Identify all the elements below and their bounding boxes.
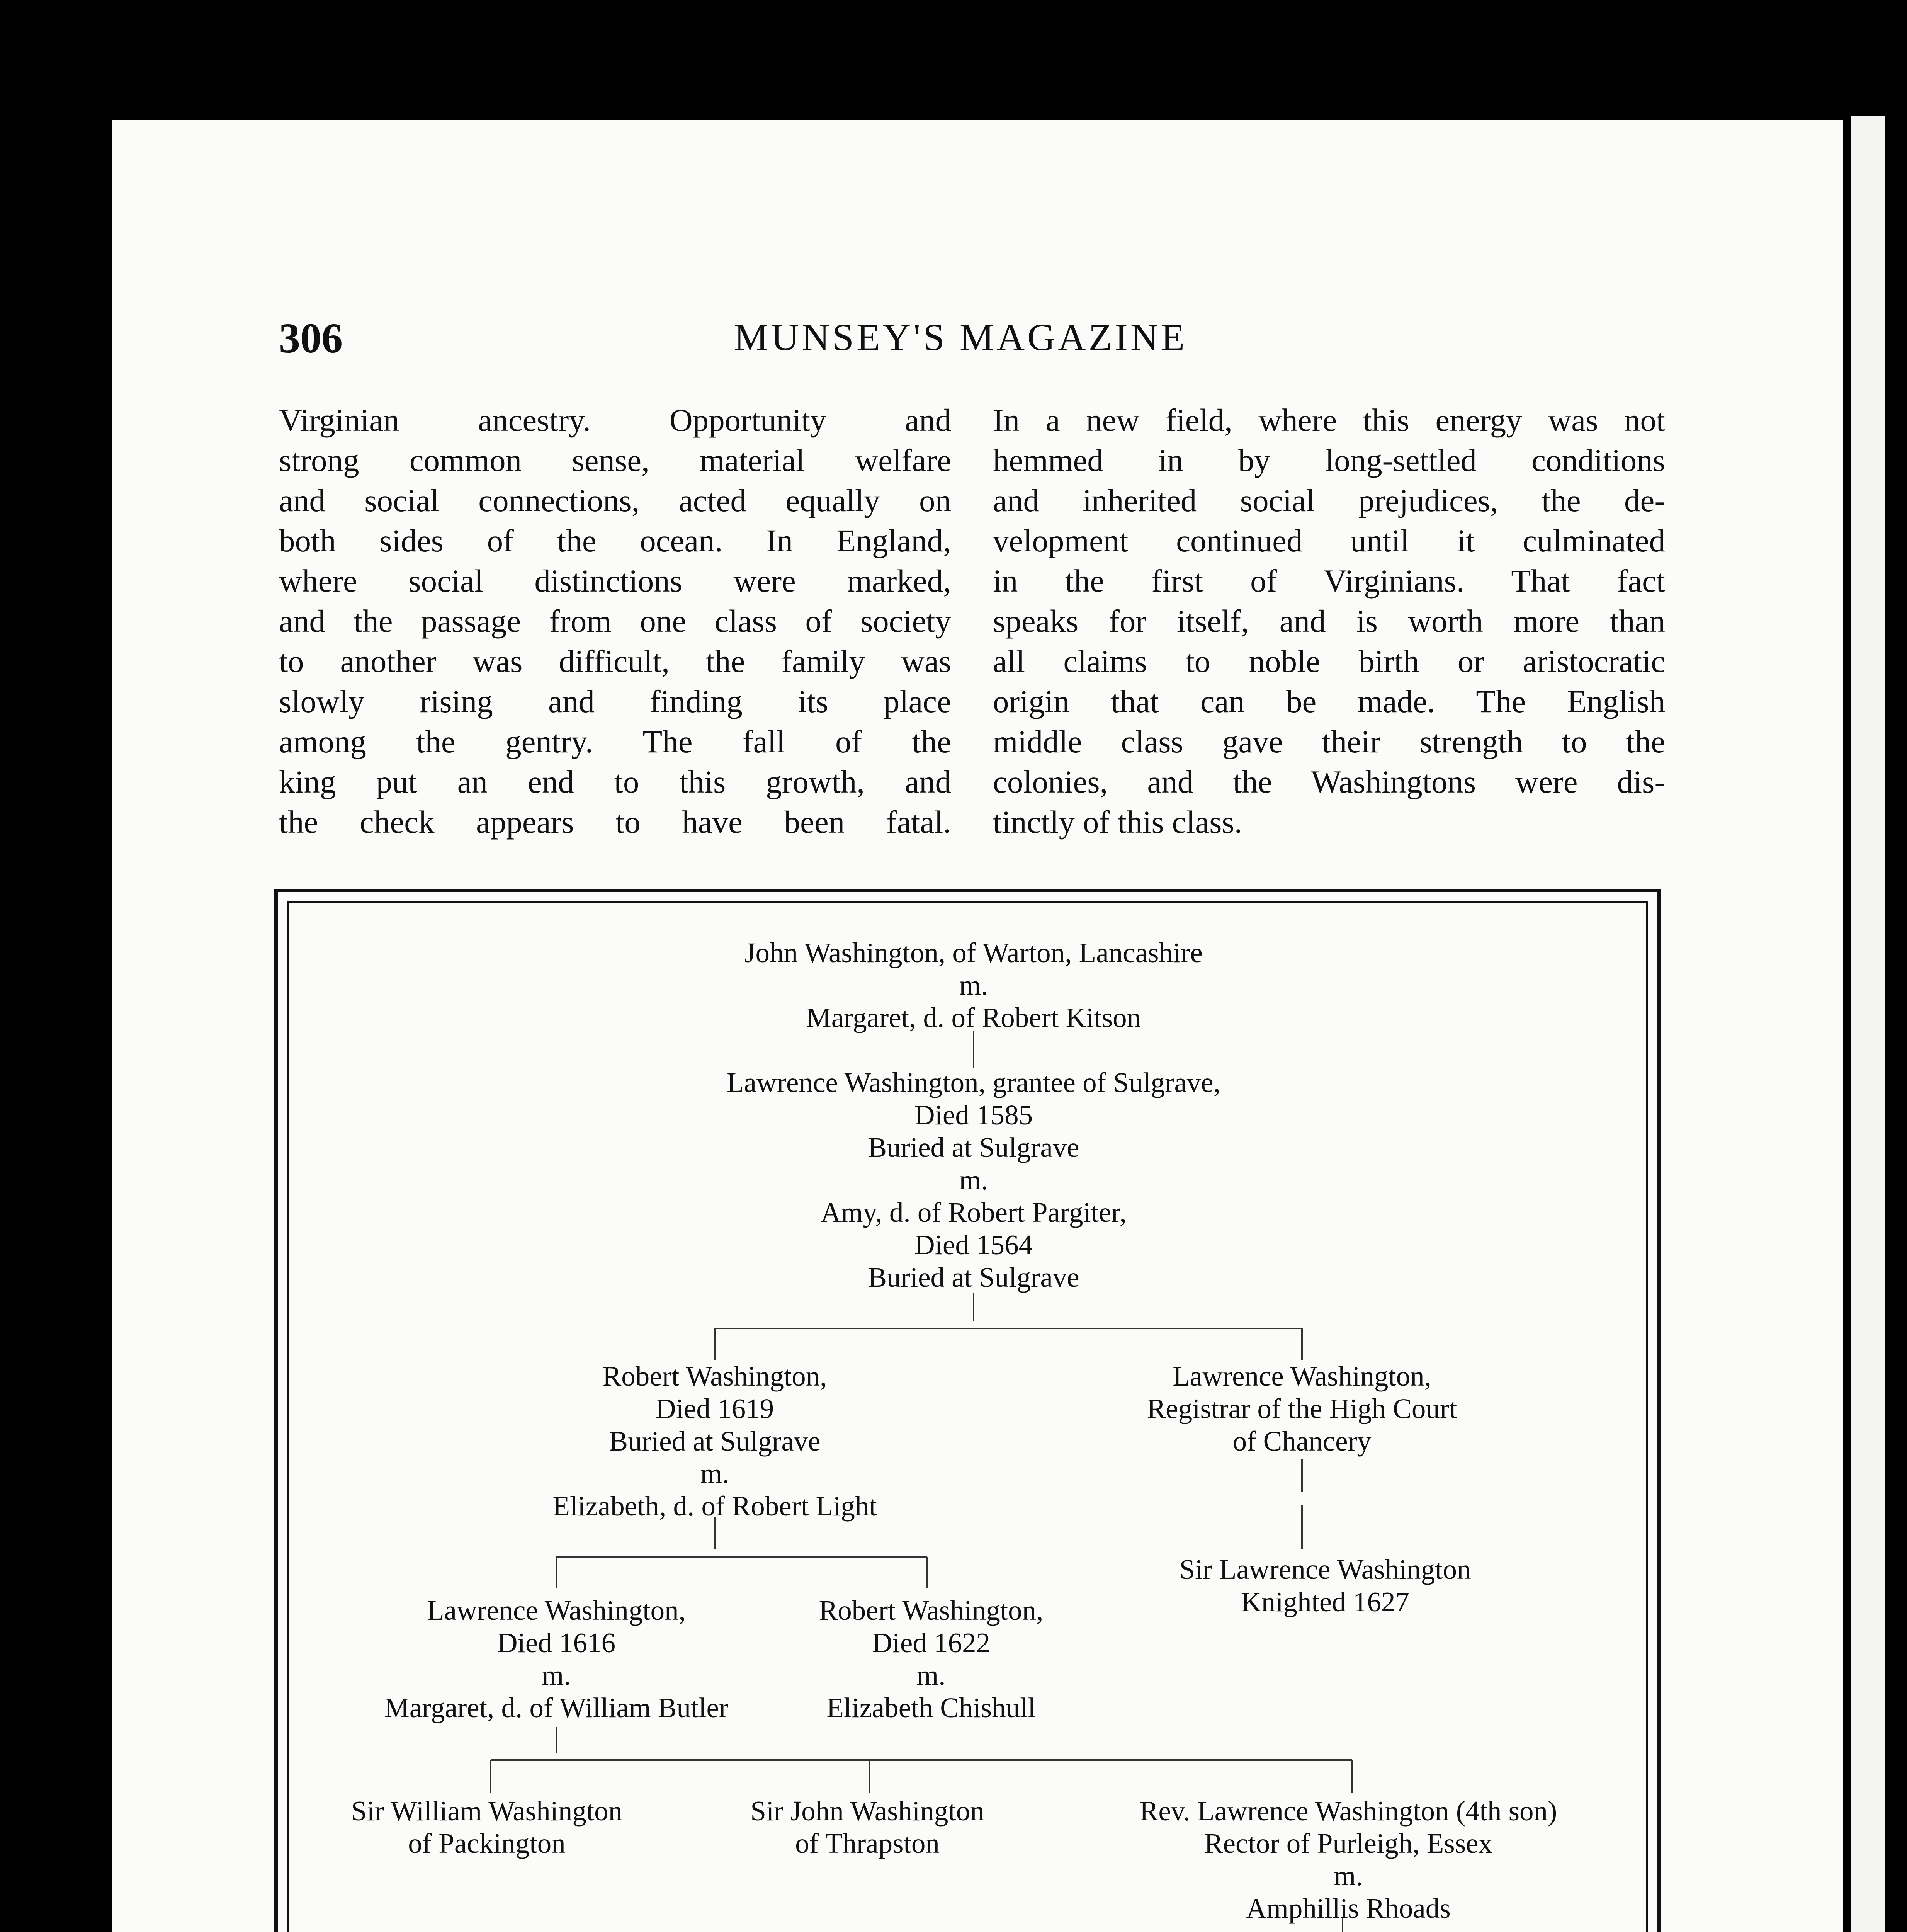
person-lawrence-washington-sulgrave — [727, 1066, 1220, 1294]
detail-line: of Thrapston — [795, 1828, 940, 1859]
name-line: Robert Washington, — [602, 1361, 827, 1392]
spouse-line: Margaret, d. of Robert Kitson — [806, 1002, 1141, 1033]
name-line: Lawrence Washington, grantee of Sulgrave, — [727, 1067, 1220, 1098]
text-line: Virginian ancestry. Opportunity and — [279, 402, 951, 438]
text-line: and the passage from one class of society — [279, 603, 951, 639]
detail-line: Rector of Purleigh, Essex — [1204, 1828, 1493, 1859]
person-rev-lawrence-washington — [1140, 1795, 1557, 1925]
spouse-line: Elizabeth, d. of Robert Light — [552, 1490, 877, 1522]
text-line: in the first of Virginians. That fact — [993, 563, 1665, 599]
text-line: to another was difficult, the family was — [279, 643, 951, 679]
detail-line: Died 1564 — [914, 1229, 1033, 1260]
page-number: 306 — [279, 315, 343, 362]
detail-line: of Packington — [408, 1828, 566, 1859]
person-john-washington-warton — [744, 937, 1203, 1034]
text-line: all claims to noble birth or aristocratic — [993, 643, 1665, 679]
spouse-line: Amy, d. of Robert Pargiter, — [821, 1197, 1127, 1228]
person-sir-william-washington — [351, 1795, 622, 1860]
spouse-line: Amphillis Rhoads — [1246, 1893, 1451, 1924]
text-line: speaks for itself, and is worth more than — [993, 603, 1665, 639]
text-line: middle class gave their strength to the — [993, 724, 1665, 759]
person-sir-john-washington — [750, 1795, 984, 1860]
text-line: and inherited social prejudices, the de- — [993, 483, 1665, 518]
name-line: Sir Lawrence Washington — [1179, 1554, 1471, 1585]
text-line: tinctly of this class. — [993, 804, 1242, 840]
name-line: Lawrence Washington, — [427, 1595, 686, 1626]
name-line: Lawrence Washington, — [1173, 1361, 1431, 1392]
name-line: John Washington, of Warton, Lancashire — [744, 937, 1203, 968]
text-line: velopment continued until it culminated — [993, 523, 1665, 558]
person-robert-washington-1619 — [552, 1360, 877, 1522]
detail-line: Died 1622 — [872, 1627, 991, 1658]
detail-line: Buried at Sulgrave — [868, 1262, 1079, 1293]
detail-line: Buried at Sulgrave — [868, 1132, 1079, 1163]
detail-line: Registrar of the High Court — [1147, 1393, 1457, 1424]
marriage-mark: m. — [700, 1458, 729, 1489]
detail-line: of Chancery — [1232, 1425, 1372, 1457]
text-line: In a new field, where this energy was not — [993, 402, 1665, 438]
spouse-line: Margaret, d. of William Butler — [384, 1692, 729, 1723]
name-line: Sir John Washington — [750, 1795, 984, 1827]
detail-line: Died 1585 — [914, 1099, 1033, 1131]
person-sir-lawrence-washington — [1179, 1553, 1471, 1618]
text-line: the check appears to have been fatal. — [279, 804, 951, 840]
detail-line: Knighted 1627 — [1241, 1586, 1409, 1617]
spouse-line: Elizabeth Chishull — [826, 1692, 1036, 1723]
marriage-mark: m. — [916, 1660, 946, 1691]
text-line: slowly rising and finding its place — [279, 684, 951, 719]
text-line: hemmed in by long-settled conditions — [993, 442, 1665, 478]
marriage-mark: m. — [542, 1660, 571, 1691]
text-line: colonies, and the Washingtons were dis- — [993, 764, 1665, 799]
detail-line: Buried at Sulgrave — [609, 1425, 821, 1457]
text-line: among the gentry. The fall of the — [279, 724, 951, 759]
person-lawrence-washington-1616 — [384, 1594, 728, 1724]
name-line: Rev. Lawrence Washington (4th son) — [1139, 1795, 1557, 1827]
text-line: where social distinctions were marked, — [279, 563, 951, 599]
text-line: king put an end to this growth, and — [279, 764, 951, 799]
person-lawrence-washington-registrar — [1147, 1360, 1457, 1458]
marriage-mark: m. — [959, 1164, 988, 1196]
detail-line: Died 1619 — [655, 1393, 774, 1424]
marriage-mark: m. — [1334, 1860, 1363, 1891]
text-line: origin that can be made. The English — [993, 684, 1665, 719]
text-line: and social connections, acted equally on — [279, 483, 951, 518]
detail-line: Died 1616 — [497, 1627, 616, 1658]
marriage-mark: m. — [959, 969, 988, 1001]
running-title: MUNSEY'S MAGAZINE — [734, 316, 1188, 359]
name-line: Robert Washington, — [819, 1595, 1044, 1626]
person-robert-washington-1622 — [819, 1594, 1044, 1724]
text-line: both sides of the ocean. In England, — [279, 523, 951, 558]
text-line: strong common sense, material welfare — [279, 442, 951, 478]
name-line: Sir William Washington — [351, 1795, 623, 1827]
